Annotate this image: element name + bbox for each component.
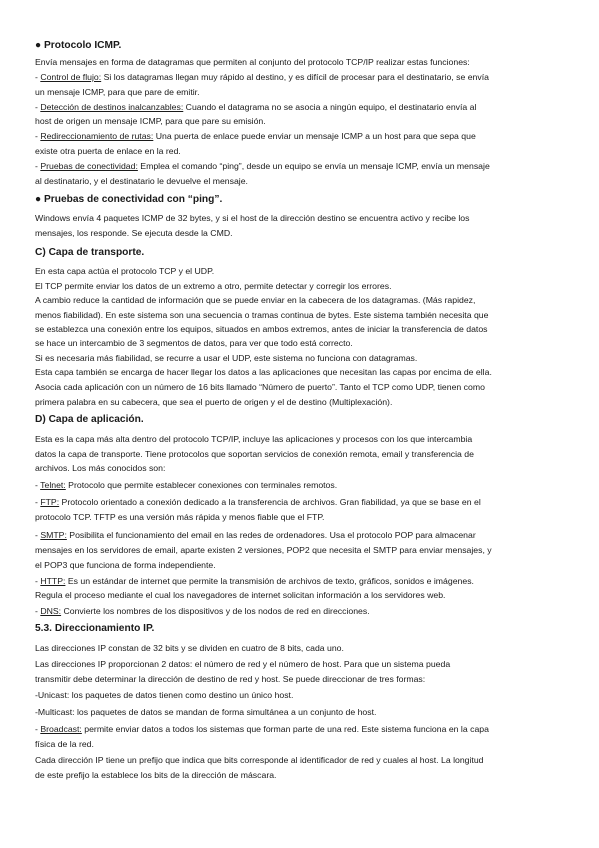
dns-line1: - DNS: Convierte los nombres de los dispositivos y de los nodos de red en direcciones. (35, 606, 370, 616)
transporte-line3: A cambio reduce la cantidad de información que se puede enviar en la cabecera de los datagramas. (Más rapidez, (35, 295, 476, 305)
icmp-detec-line2: host de origen un mensaje ICMP, para que pare su emisión. (35, 116, 266, 126)
ip-line4: Cada dirección IP tiene un prefijo que indica que bits corresponde al identificador de red y cuales al host. La longitud (35, 755, 484, 765)
ip-line5: de este prefijo la establece los bits de la dirección de máscara. (35, 770, 277, 780)
detec-text: Cuando el datagrama no se asocia a ningún equipo, el destinatario envía al (183, 102, 477, 112)
ping-line2: mensajes, los responde. Se ejecuta desde la CMD. (35, 228, 233, 238)
ip-unicast: -Unicast: los paquetes de datos tienen como destino un único host. (35, 690, 294, 700)
flujo-term: Control de flujo: (40, 72, 102, 82)
ftp-line1: - FTP: Protocolo orientado a conexión dedicado a la transferencia de archivos. Gran fiabilidad, ya que se base en el (35, 497, 481, 507)
redir-term: Redireccionamiento de rutas: (40, 131, 154, 141)
ftp-term: FTP: (40, 497, 60, 507)
smtp-term: SMTP: (40, 530, 67, 540)
pruebas-text: Emplea el comando “ping”, desde un equipo se envía un mensaje ICMP, envía un mensaje (137, 161, 490, 171)
smtp-text: Posibilita el funcionamiento del email en las redes de ordenadores. Usa el protocolo POP para almacenar (66, 530, 476, 540)
icmp-redir-line1: - Redireccionamiento de rutas: Una puerta de enlace puede enviar un mensaje ICMP a un host para que sepa que (35, 131, 476, 141)
ping-line1: Windows envía 4 paquetes ICMP de 32 bytes, y si el host de la dirección destino se encuentra activo y recibe los (35, 213, 470, 223)
icmp-flujo-line2: un mensaje ICMP, para que pare de emitir. (35, 87, 200, 97)
icmp-heading: ● Protocolo ICMP. (35, 40, 122, 51)
transporte-line5: se establezca una conexión entre los equipos, situados en ambos extremos, antes de iniciar la transferencia de datos (35, 324, 488, 334)
ip-multicast: -Multicast: los paquetes de datos se mandan de forma simultánea a un conjunto de host. (35, 707, 377, 717)
smtp-line1: - SMTP: Posibilita el funcionamiento del email en las redes de ordenadores. Usa el protocolo POP para almacenar (35, 530, 476, 540)
ftp-line2: protocolo TCP. TFTP es una versión más rápida y menos fiable que el FTP. (35, 512, 325, 522)
ip-line1: Las direcciones IP constan de 32 bits y se dividen en cuatro de 8 bits, cada uno. (35, 643, 344, 653)
telnet-term: Telnet: (40, 480, 66, 490)
telnet-line1: - Telnet: Protocolo que permite establecer conexiones con terminales remotos. (35, 480, 338, 490)
telnet-text: Protocolo que permite establecer conexiones con terminales remotos. (65, 480, 338, 490)
icmp-pruebas-line2: al destinatario, y el destinatario le devuelve el mensaje. (35, 176, 248, 186)
ip-line3: transmitir debe determinar la dirección de destino de red y host. Se puede direccionar de tres formas: (35, 674, 426, 684)
broadcast-line1: - Broadcast: permite enviar datos a todos los sistemas que forman parte de una red. Este sistema funciona en la capa (35, 724, 489, 734)
icmp-redir-line2: existe otra puerta de enlace en la red. (35, 146, 181, 156)
http-term: HTTP: (40, 576, 66, 586)
dns-term: DNS: (40, 606, 62, 616)
pruebas-term: Pruebas de conectividad: (40, 161, 138, 171)
transporte-line9: Asocia cada aplicación con un número de 16 bits llamado “Número de puerto”. Tanto el TCP como UDP, tienen como (35, 382, 485, 392)
aplicacion-line2: datos la capa de transporte. Tiene protocolos que soportan servicios de conexión remota, email y transferencia de (35, 449, 474, 459)
icmp-intro: Envía mensajes en forma de datagramas que permiten al conjunto del protocolo TCP/IP realizar estas funciones: (35, 57, 470, 67)
transporte-line6: se hace un intercambio de 3 segmentos de datos, para ver que todo está correcto. (35, 338, 353, 348)
ping-heading: ● Pruebas de conectividad con “ping”. (35, 194, 223, 205)
redir-text: Una puerta de enlace puede enviar un mensaje ICMP a un host para que sepa que (153, 131, 476, 141)
transporte-line8: Esta capa también se encarga de hacer llegar los datos a las aplicaciones que necesitan las capas por encima de ella. (35, 367, 492, 377)
transporte-line4: menos fiabilidad). En este sistema son una secuencia o tramas continua de bytes. Este sistema también necesita que (35, 310, 489, 320)
aplicacion-heading: D) Capa de aplicación. (35, 414, 144, 425)
ftp-text: Protocolo orientado a conexión dedicado a la transferencia de archivos. Gran fiabilidad, ya que se base en el (59, 497, 481, 507)
ip-heading: 5.3. Direccionamiento IP. (35, 623, 155, 634)
broadcast-term: Broadcast: (40, 724, 82, 734)
transporte-line10: primera palabra en su cabecera, que sea el puerto de origen y el de destino (Multiplexación). (35, 397, 393, 407)
icmp-flujo-line1: - Control de flujo: Si los datagramas llegan muy rápido al destino, y es difícil de procesar para el destinatario, se envía (35, 72, 489, 82)
smtp-line3: el POP3 que funciona de forma independiente. (35, 560, 216, 570)
smtp-line2: mensajes en los servidores de email, aparte existen 2 versiones, POP2 que necesita el SMTP para enviar mensajes, y (35, 545, 492, 555)
broadcast-line2: física de la red. (35, 739, 94, 749)
transporte-line7: Si es necesaria más fiabilidad, se recurre a usar el UDP, este sistema no funciona con datagramas. (35, 353, 418, 363)
icmp-detec-line1: - Detección de destinos inalcanzables: Cuando el datagrama no se asocia a ningún equipo, el destinatario envía al (35, 102, 477, 112)
ip-line2: Las direcciones IP proporcionan 2 datos: el número de red y el número de host. Para que un sistema pueda (35, 659, 451, 669)
transporte-line2: El TCP permite enviar los datos de un extremo a otro, permite detectar y corregir los errores. (35, 281, 392, 291)
transporte-line1: En esta capa actúa el protocolo TCP y el UDP. (35, 266, 215, 276)
http-line1: - HTTP: Es un estándar de internet que permite la transmisión de archivos de texto, gráficos, sonidos e imágenes. (35, 576, 474, 586)
detec-term: Detección de destinos inalcanzables: (40, 102, 184, 112)
aplicacion-line1: Esta es la capa más alta dentro del protocolo TCP/IP, incluye las aplicaciones y procesos con los que intercambia (35, 434, 473, 444)
icmp-pruebas-line1: - Pruebas de conectividad: Emplea el comando “ping”, desde un equipo se envía un mensaje ICMP, envía un mensaje (35, 161, 490, 171)
http-text: Es un estándar de internet que permite la transmisión de archivos de texto, gráficos, sonidos e imágenes. (65, 576, 474, 586)
dns-text: Convierte los nombres de los dispositivos y de los nodos de red en direcciones. (61, 606, 370, 616)
broadcast-text: permite enviar datos a todos los sistemas que forman parte de una red. Este sistema funciona en la capa (81, 724, 489, 734)
http-line2: Regula el proceso mediante el cual los navegadores de internet solicitan información a los servidores web. (35, 590, 446, 600)
transporte-heading: C) Capa de transporte. (35, 247, 145, 258)
flujo-text: Si los datagramas llegan muy rápido al destino, y es difícil de procesar para el destinatario, se envía (101, 72, 489, 82)
aplicacion-line3: archivos. Los más conocidos son: (35, 463, 166, 473)
